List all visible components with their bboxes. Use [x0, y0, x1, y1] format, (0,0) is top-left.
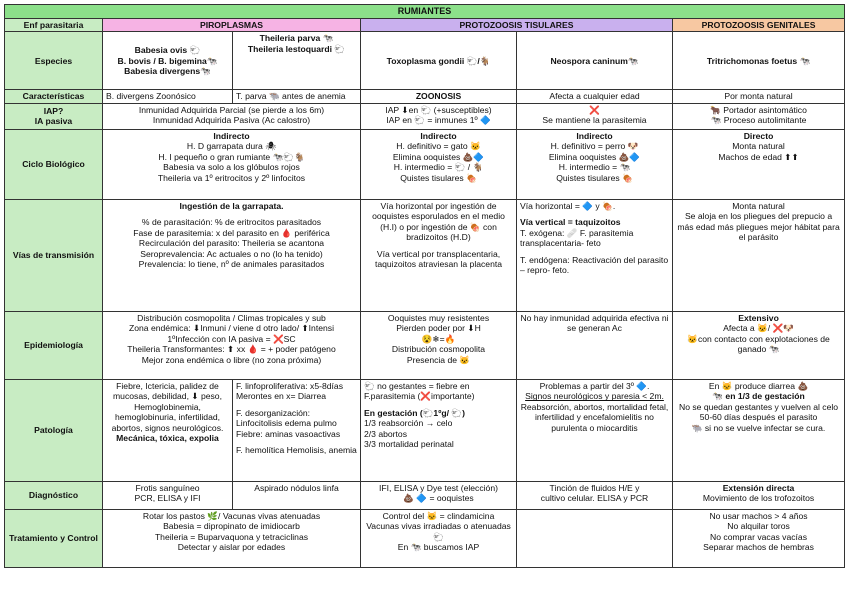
vias-piro-prevalencia: Prevalencia: lo tiene, nº de animales parasitados	[138, 259, 325, 270]
iap-toxoplasma	[361, 103, 517, 129]
trat-toxo-vacunas: Vacunas vivas irradiadas o atenuadas 🐑	[366, 521, 511, 542]
diag-neo-cultivo: cultivo celular. ELISA y PCR	[540, 493, 649, 504]
epidemio-toxo-temp: 😵❄=🔥	[421, 333, 456, 344]
ciclo-piroplasmas	[103, 129, 361, 199]
row-label-epidemiologia: Epidemiología	[5, 311, 103, 379]
theileria-parva: Theileria parva 🐄	[259, 33, 334, 44]
babesia-bovis: B. bovis / B. bigemina🐄	[117, 55, 218, 66]
epidemio-piro-zona-endemica: Zona endémica: ⬇Inmuni / viene d otro lado/ ⬆Intensi	[128, 323, 334, 334]
header-protozoosis-tisulares: PROTOZOOSIS TISULARES	[361, 18, 673, 31]
trat-piro-pastos: Rotar los pastos 🌿/ Vacunas vivas atenuadas	[142, 510, 321, 521]
epidemio-piro-infeccion: 1ºInfección con IA pasiva = ❌SC	[167, 333, 296, 344]
diag-babesia-pcr: PCR, ELISA y IFI	[134, 493, 201, 504]
epidemio-toxo-resistentes: Ooquistes muy resistentes	[387, 312, 490, 323]
trat-toxoplasma	[361, 509, 517, 567]
diag-toxo-ooquistes: 💩 🔷 = ooquistes	[403, 493, 474, 504]
epidemio-piro-distribucion: Distribución cosmopolita / Climas tropicales y sub	[137, 312, 326, 323]
patologia-theileria-linfoproliferativa: F. linfoproliferativa: x5-8días Merontes en x= Diarrea	[236, 380, 343, 402]
diag-babesia-frotis: Frotis sanguíneo	[135, 482, 200, 493]
header-enf-parasitaria: Enf parasitaria	[5, 18, 103, 31]
trat-tritrichomonas	[673, 509, 845, 567]
vias-neo-exogena: T. exógena: 🩹 F. parasitemia transplacentaria- feto	[520, 227, 634, 249]
patologia-toxo-mortalidad: 3/3 mortalidad perinatal	[364, 439, 454, 450]
row-label-diagnostico: Diagnóstico	[5, 481, 103, 509]
iap-neospora	[517, 103, 673, 129]
vias-piro-parasitacion: % de parasitación: % de eritrocitos parasitados	[141, 217, 322, 228]
caract-babesia: B. divergens Zoonósico	[103, 90, 233, 103]
patologia-neo-reabsorcion: Reabsorción, abortos, mortalidad fetal, infertilidad y encefalomielitis no purulenta o miocarditis	[520, 401, 669, 433]
ciclo-tricho-monta: Monta natural	[732, 141, 785, 152]
trat-toxo-iap: En 🐄 buscamos IAP	[397, 542, 480, 553]
ciclo-piro-hd: H. D garrapata dura 🕷	[186, 141, 277, 152]
rumiantes-table	[4, 4, 845, 568]
iap-tricho-line1: 🐂 Portador asintomático	[710, 104, 807, 115]
row-label-patologia: Patología	[5, 379, 103, 481]
epidemio-toxo-humedad: Pierden poder por ⬇H	[396, 323, 481, 334]
especies-tritrichomonas: Tritrichomonas foetus 🐄	[673, 32, 845, 90]
iap-tricho-line2: 🐄 Proceso autolimitante	[710, 115, 807, 126]
caract-neospora: Afecta a cualquier edad	[517, 90, 673, 103]
trat-piroplasmas	[103, 509, 361, 567]
patologia-toxoplasma	[361, 379, 517, 481]
epidemio-piroplasmas	[103, 311, 361, 379]
epidemio-piro-zona: Mejor zona endémica o libre (no zona próxima)	[141, 354, 322, 365]
header-protozoosis-genitales: PROTOZOOSIS GENITALES	[673, 18, 845, 31]
babesia-divergens: Babesia divergens🐄	[124, 66, 211, 77]
vias-tritrichomonas	[673, 199, 845, 311]
trat-tricho-toros: No alquilar toros	[727, 521, 790, 532]
ciclo-tricho-machos: Machos de edad ⬆⬆	[718, 151, 799, 162]
diag-neo-tincion: Tinción de fluidos H/E y	[549, 482, 640, 493]
diag-tritrichomonas	[673, 481, 845, 509]
row-label-tratamiento: Tratamiento y Control	[5, 509, 103, 567]
ciclo-toxoplasma	[361, 129, 517, 199]
diag-toxo-tests: IFI, ELISA y Dye test (elección)	[379, 482, 498, 493]
ciclo-piro-theileria: Theileria va 1º eritrocitos y 2º linfocitos	[157, 172, 306, 183]
ciclo-toxo-ooquistes: Elimina ooquistes 💩🔷	[392, 151, 485, 162]
diag-theileria: Aspirado nódulos linfa	[233, 481, 361, 509]
ciclo-neo-hd: H. definitivo = perro 🐶	[550, 141, 639, 152]
ciclo-neo-hi: H. intermedio = 🐄	[558, 162, 631, 173]
patologia-neospora	[517, 379, 673, 481]
diag-tricho-extension: Extensión directa	[722, 482, 795, 493]
epidemio-toxo-gato: Presencia de 🐱	[406, 354, 471, 365]
trat-piro-theileria: Theileria = Buparvaquona y tetraciclinas	[154, 531, 309, 542]
iap-tritrichomonas	[673, 103, 845, 129]
ciclo-toxo-quistes: Quistes tisulares 🍖	[400, 172, 477, 183]
no-iap-icon: ❌	[589, 104, 600, 115]
caract-toxoplasma: ZOONOSIS	[361, 90, 517, 103]
trat-piro-babesia: Babesia = dipropinato de imidiocarb	[163, 521, 300, 532]
ciclo-piro-tipo: Indirecto	[213, 130, 250, 141]
iap-pasiva: Inmunidad Adquirida Pasiva (Ac calostro)	[152, 115, 311, 126]
vias-neo-endogena: T. endógena: Reactivación del parasito – repro- feto.	[520, 254, 669, 276]
vias-tricho-prepucio: Se aloja en los pliegues del prepucio a más edad más pliegues mejor hábitat para el parásito	[677, 211, 840, 243]
vias-toxo-horizontal: Vía horizontal por ingestión de ooquistes esporulados en el medio (H.I) o por ingestión de 🍖 con bradizoitos (H.D)	[372, 200, 505, 243]
ciclo-neospora	[517, 129, 673, 199]
trat-piro-detectar: Detectar y aislar por edades	[177, 542, 286, 553]
patologia-theileria	[233, 379, 361, 481]
epidemio-neo-inmunidad: No hay inmunidad adquirida efectiva ni se generan Ac	[520, 312, 669, 334]
vias-toxoplasma	[361, 199, 517, 311]
especies-theileria	[233, 32, 361, 90]
patologia-babesia-accion: Mecánica, tóxica, expolia	[116, 433, 219, 444]
vias-neospora	[517, 199, 673, 311]
ciclo-toxo-hi: H. intermedio = 🐑 / 🐐	[393, 162, 484, 173]
patologia-theileria-hemolitica: F. hemolítica Hemolisis, anemia	[236, 445, 357, 456]
diag-tricho-movimiento: Movimiento de los trofozoitos	[702, 493, 815, 504]
ciclo-neo-quistes: Quistes tisulares 🍖	[556, 172, 633, 183]
iap-neospora-text: Se mantiene la parasitemia	[542, 115, 647, 126]
iap-parcial: Inmunidad Adquirida Parcial (se pierde a los 6m)	[138, 104, 325, 115]
patologia-neo-problemas: Problemas a partir del 3º 🔷.	[539, 380, 650, 391]
patologia-tricho-celo: No se quedan gestantes y vuelven al celo	[678, 401, 839, 412]
vias-neo-horizontal: Vía horizontal = 🔷 y 🍖.	[520, 200, 616, 211]
epidemio-tritrichomonas	[673, 311, 845, 379]
iap-toxo-line2: IAP en 🐑 = inmunes 1º 🔷	[386, 115, 491, 126]
epidemio-toxo-distribucion: Distribución cosmopolita	[391, 344, 486, 355]
epidemio-toxoplasma	[361, 311, 517, 379]
trat-tricho-vacas: No comprar vacas vacías	[710, 531, 807, 542]
row-label-especies: Especies	[5, 32, 103, 90]
vias-piro-parasitemia: Fase de parasitemia: x del parasito en 🩸 periférica	[133, 227, 330, 238]
ciclo-piro-hi: H. I pequeño o gran rumiante 🐄🐑🐐	[158, 151, 305, 162]
patologia-babesia	[103, 379, 233, 481]
row-label-iap: IAP? IA pasiva	[5, 103, 103, 129]
ciclo-tritrichomonas	[673, 129, 845, 199]
header-piroplasmas: PIROPLASMAS	[103, 18, 361, 31]
epidemio-tricho-contacto: 🐱con contacto con explotaciones de ganado 🐄	[687, 333, 830, 355]
epidemio-tricho-afecta: Afecta a 🐱/ ❌🐶	[723, 323, 794, 334]
vias-piroplasmas	[103, 199, 361, 311]
epidemio-piro-transformantes: Theileria Transformantes: ⬆ xx 🩸 = + poder patógeno	[127, 344, 336, 355]
trat-neospora	[517, 509, 673, 567]
patologia-toxo-gestacion: En gestación (🐑1ºg/ 🐑)	[364, 407, 465, 418]
patologia-tritrichomonas	[673, 379, 845, 481]
ciclo-piro-babesia: Babesia va solo a los glóbulos rojos	[163, 162, 300, 173]
patologia-tricho-cura: 🐃 si no se vuelve infectar se cura.	[691, 422, 826, 433]
patologia-toxo-no-gestantes: 🐑 no gestantes = fiebre en F.parasitemia (❌importante)	[364, 380, 475, 402]
patologia-toxo-abortos: 2/3 abortos	[364, 428, 407, 439]
especies-babesia	[103, 32, 233, 90]
vias-piro-ingestion: Ingestión de la garrapata.	[179, 200, 284, 211]
patologia-babesia-signos: Fiebre, Ictericia, palidez de mucosas, debilidad, ⬇ peso, Hemoglobinemia, hemoglobinuria, infertilidad, abortos, signos neurológicos.	[111, 380, 224, 433]
table-title: RUMIANTES	[5, 5, 845, 19]
diag-neospora	[517, 481, 673, 509]
row-label-ciclo: Ciclo Biológico	[5, 129, 103, 199]
vias-piro-recirculacion: Recirculación del parasito: Theileria se acantona	[138, 238, 325, 249]
diag-babesia	[103, 481, 233, 509]
epidemio-neospora	[517, 311, 673, 379]
patologia-toxo-reabsorcion: 1/3 reabsorción → celo	[364, 418, 453, 429]
epidemio-tricho-extensivo: Extensivo	[738, 312, 779, 323]
ciclo-neo-ooquistes: Elimina ooquistes 💩🔷	[548, 151, 641, 162]
patologia-tricho-dias: 50-60 días después el parasito	[699, 412, 818, 423]
ciclo-tricho-tipo: Directo	[743, 130, 774, 141]
diag-toxoplasma	[361, 481, 517, 509]
caract-tritrichomonas: Por monta natural	[673, 90, 845, 103]
vias-piro-seroprevalencia: Seroprevalencia: Ac actuales o no (lo ha tenido)	[140, 248, 323, 259]
row-label-caracteristicas: Características	[5, 90, 103, 103]
iap-piroplasmas	[103, 103, 361, 129]
vias-tricho-monta: Monta natural	[732, 200, 785, 211]
patologia-tricho-gestacion: 🐄 en 1/3 de gestación	[712, 391, 805, 402]
ciclo-toxo-tipo: Indirecto	[420, 130, 457, 141]
vias-toxo-vertical: Vía vertical por transplacentaria, taquizoitos atraviesan la placenta	[374, 248, 503, 270]
especies-toxoplasma: Toxoplasma gondii 🐑/🐐	[361, 32, 517, 90]
vias-neo-vertical: Vía vertical = taquizoitos	[520, 217, 621, 228]
patologia-neo-signos: Signos neurológicos y paresia < 2m.	[525, 391, 664, 402]
ciclo-neo-tipo: Indirecto	[576, 130, 613, 141]
especies-neospora: Neospora caninum🐄	[517, 32, 673, 90]
row-label-vias: Vías de transmisión	[5, 199, 103, 311]
trat-tricho-separar: Separar machos de hembras	[703, 542, 814, 553]
ciclo-toxo-hd: H. definitivo = gato 🐱	[396, 141, 481, 152]
caract-theileria: T. parva 🐃 antes de anemia	[233, 90, 361, 103]
trat-toxo-control: Control del 🐱 = clindamicina	[382, 510, 495, 521]
patologia-theileria-desorganizacion: F. desorganización: Linfocitolisis edema pulmo Fiebre: aminas vasoactivas	[236, 407, 341, 439]
patologia-tricho-diarrea: En 🐱 produce diarrea 💩	[708, 380, 809, 391]
theileria-lestoquardi: Theileria lestoquardi 🐑	[247, 43, 346, 54]
babesia-ovis: Babesia ovis 🐑	[134, 45, 201, 56]
iap-toxo-line1: IAP ⬇en 🐑 (+susceptibles)	[385, 104, 492, 115]
trat-tricho-machos: No usar machos > 4 años	[709, 510, 808, 521]
